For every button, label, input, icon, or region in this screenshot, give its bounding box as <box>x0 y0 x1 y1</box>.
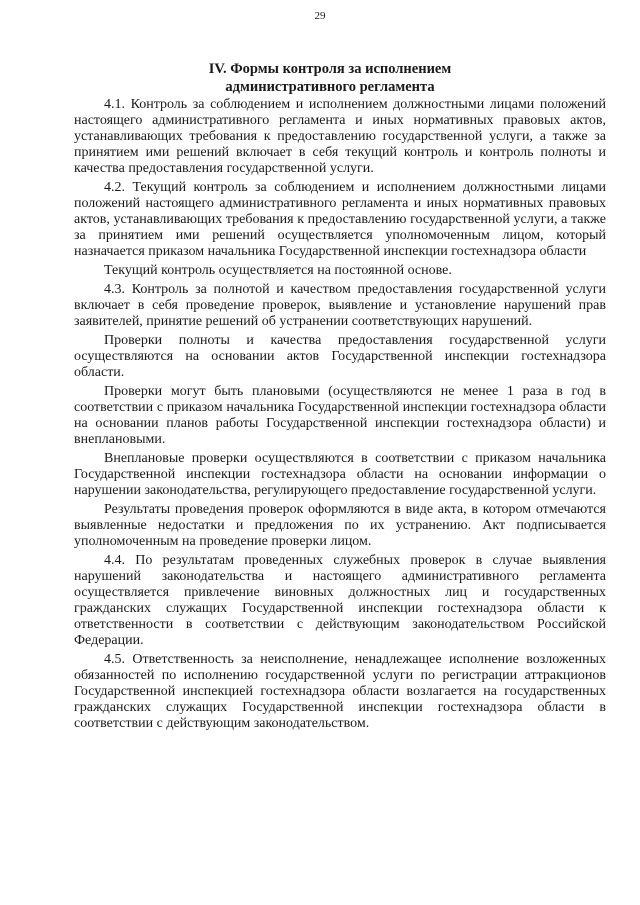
paragraph-checks-unplanned: Внеплановые проверки осуществляются в соответствии с приказом начальника Государственной инспекции гостехнадзора области на основании информации о нарушении законодательства, регулирующего предоставление государственной услуги. <box>74 451 606 498</box>
paragraph-current-control: Текущий контроль осуществляется на постоянной основе. <box>104 263 452 278</box>
paragraph-4-2: 4.2. Текущий контроль за соблюдением и исполнением должностными лицами положений настоящего административного регламента и иных нормативных правовых актов, устанавливающих требования к предоставлению государственной услуги, а также за принятием ими решений осуществляется уполномоченным лицом, который назначается приказом начальника Государственной инспекции гостехнадзора области <box>74 180 606 259</box>
paragraph-checks-planned: Проверки могут быть плановыми (осуществляются не менее 1 раза в год в соответствии с приказом начальника Государственной инспекции гостехнадзора области на основании планов работы Государственной инспекции гостехнадзора области) и внеплановыми. <box>74 384 606 447</box>
document-body <box>74 97 606 735</box>
paragraph-4-1: 4.1. Контроль за соблюдением и исполнением должностными лицами положений настоящего административного регламента и иных нормативных правовых актов, устанавливающих требования к предоставлению государственной услуги, а также за принятием ими решений включает в себя текущий контроль и контроль полноты и качества предоставления государственной услуги. <box>74 97 606 176</box>
paragraph-4-4: 4.4. По результатам проведенных служебных проверок в случае выявления нарушений законодательства и настоящего административного регламента осуществляется привлечение виновных должностных лиц и государственных гражданских служащих Государственной инспекции гостехнадзора области к ответственности в соответствии с действующим законодательством Российской Федерации. <box>74 553 606 648</box>
paragraph-4-5: 4.5. Ответственность за неисполнение, ненадлежащее исполнение возложенных обязанностей по исполнению государственной услуги по регистрации аттракционов Государственной инспекцией гостехнадзора области возлагается на государственных гражданских служащих Государственной инспекции гостехнадзора области в соответствии с действующим законодательством. <box>74 652 606 731</box>
paragraph-checks-basis: Проверки полноты и качества предоставления государственной услуги осуществляются на основании актов Государственной инспекции гостехнадзора области. <box>74 333 606 380</box>
section-title <box>60 60 600 96</box>
paragraph-4-3: 4.3. Контроль за полнотой и качеством предоставления государственной услуги включает в себя проведение проверок, выявление и установление нарушений прав заявителей, принятие решений об устранении соответствующих нарушений. <box>74 282 606 329</box>
section-title-line-2: административного регламента <box>225 79 435 95</box>
section-title-line-1: IV. Формы контроля за исполнением <box>208 61 452 77</box>
paragraph-checks-results: Результаты проведения проверок оформляются в виде акта, в котором отмечаются выявленные недостатки и предложения по их устранению. Акт подписывается уполномоченным на проведение проверки лицом. <box>74 502 606 549</box>
page-number: 29 <box>314 10 326 22</box>
